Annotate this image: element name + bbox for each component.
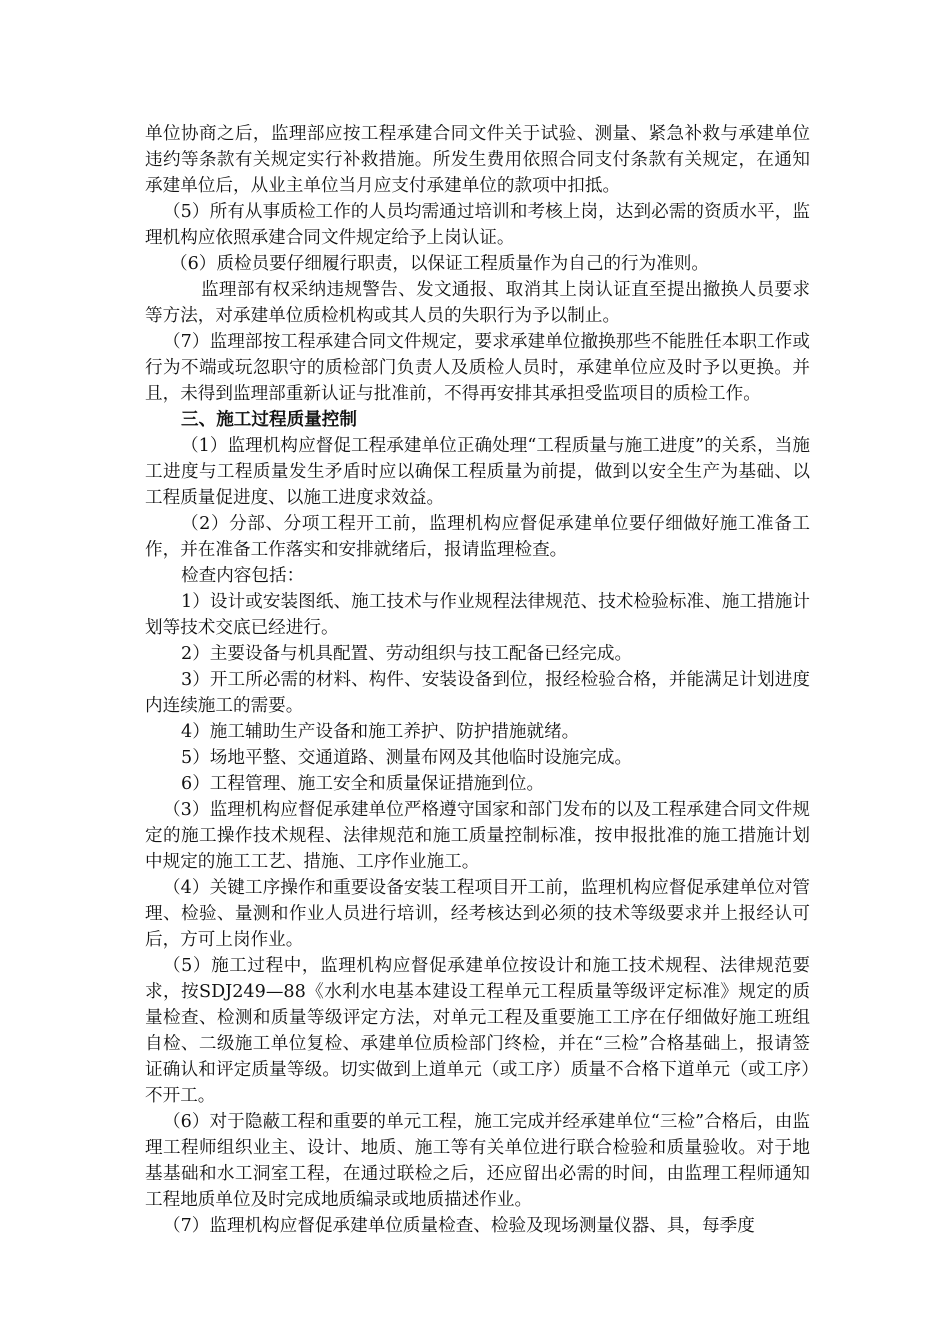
paragraph: （4）关键工序操作和重要设备安装工程项目开工前，监理机构应督促承建单位对管理、检验、量测和作业人员进行培训，经考核达到必须的技术等级要求并上报经认可后，方可上岗作业。 xyxy=(145,878,810,950)
paragraph: （1）监理机构应督促工程承建单位正确处理“工程质量与施工进度”的关系，当施工进度与工程质量发生矛盾时应以确保工程质量为前提，做到以安全生产为基础、以工程质量促进度、以施工进度求效益。 xyxy=(145,436,810,508)
paragraph: （6）对于隐蔽工程和重要的单元工程，施工完成并经承建单位“三检”合格后，由监理工程师组织业主、设计、地质、施工等有关单位进行联合检验和质量验收。对于地基基础和水工洞室工程，在通过联检之后，还应留出必需的时间，由监理工程师通知工程地质单位及时完成地质编录或地质描述作业。 xyxy=(145,1112,810,1210)
paragraph: （6）质检员要仔细履行职责，以保证工程质量作为自己的行为准则。 xyxy=(170,254,710,274)
paragraph: （7）监理部按工程承建合同文件规定，要求承建单位撤换那些不能胜任本职工作或行为不端或玩忽职守的质检部门负责人及质检人员时，承建单位应及时予以更换。并且，未得到监理部重新认证与批准前，不得再安排其承担受监项目的质检工作。 xyxy=(145,332,810,404)
paragraph: （3）监理机构应督促承建单位严格遵守国家和部门发布的以及工程承建合同文件规定的施工操作技术规程、法律规范和施工质量控制标准，按申报批准的施工措施计划中规定的施工工艺、措施、工序作业施工。 xyxy=(145,800,810,872)
paragraph: （2）分部、分项工程开工前，监理机构应督促承建单位要仔细做好施工准备工作，并在准备工作落实和安排就绪后，报请监理检查。 xyxy=(145,514,810,560)
paragraph: 单位协商之后，监理部应按工程承建合同文件关于试验、测量、紧急补救与承建单位违约等条款有关规定实行补救措施。所发生费用依照合同支付条款有关规定，在通知承建单位后，从业主单位当月应支付承建单位的款项中扣抵。 xyxy=(145,124,810,196)
list-item: 3）开工所必需的材料、构件、安装设备到位，报经检验合格，并能满足计划进度内连续施工的需要。 xyxy=(145,670,810,716)
paragraph: （5）所有从事质检工作的人员均需通过培训和考核上岗，达到必需的资质水平，监理机构应依照承建合同文件规定给予上岗认证。 xyxy=(145,202,810,248)
list-item: 5）场地平整、交通道路、测量布网及其他临时设施完成。 xyxy=(181,748,633,768)
paragraph: （7）监理机构应督促承建单位质量检查、检验及现场测量仪器、具，每季度 xyxy=(163,1216,755,1236)
list-item: 1）设计或安装图纸、施工技术与作业规程法律规范、技术检验标准、施工措施计划等技术交底已经进行。 xyxy=(145,592,810,638)
list-item: 2）主要设备与机具配置、劳动组织与技工配备已经完成。 xyxy=(181,644,633,664)
paragraph: 检查内容包括： xyxy=(181,566,305,586)
paragraph: 监理部有权采纳违规警告、发文通报、取消其上岗认证直至提出撤换人员要求等方法，对承建单位质检机构或其人员的失职行为予以制止。 xyxy=(145,280,810,326)
document-body xyxy=(145,121,810,1239)
paragraph: （5）施工过程中，监理机构应督促承建单位按设计和施工技术规程、法律规范要求，按SDJ249—88《水利水电基本建设工程单元工程质量等级评定标准》规定的质量检查、检测和质量等级评定方法，对单元工程及重要施工工序在仔细做好施工班组自检、二级施工单位复检、承建单位质检部门终检，并在“三检”合格基础上，报请签证确认和评定质量等级。切实做到上道单元（或工序）质量不合格下道单元（或工序）不开工。 xyxy=(145,956,810,1106)
list-item: 4）施工辅助生产设备和施工养护、防护措施就绪。 xyxy=(181,722,580,742)
section-heading: 三、施工过程质量控制 xyxy=(181,409,357,430)
list-item: 6）工程管理、施工安全和质量保证措施到位。 xyxy=(181,774,545,794)
